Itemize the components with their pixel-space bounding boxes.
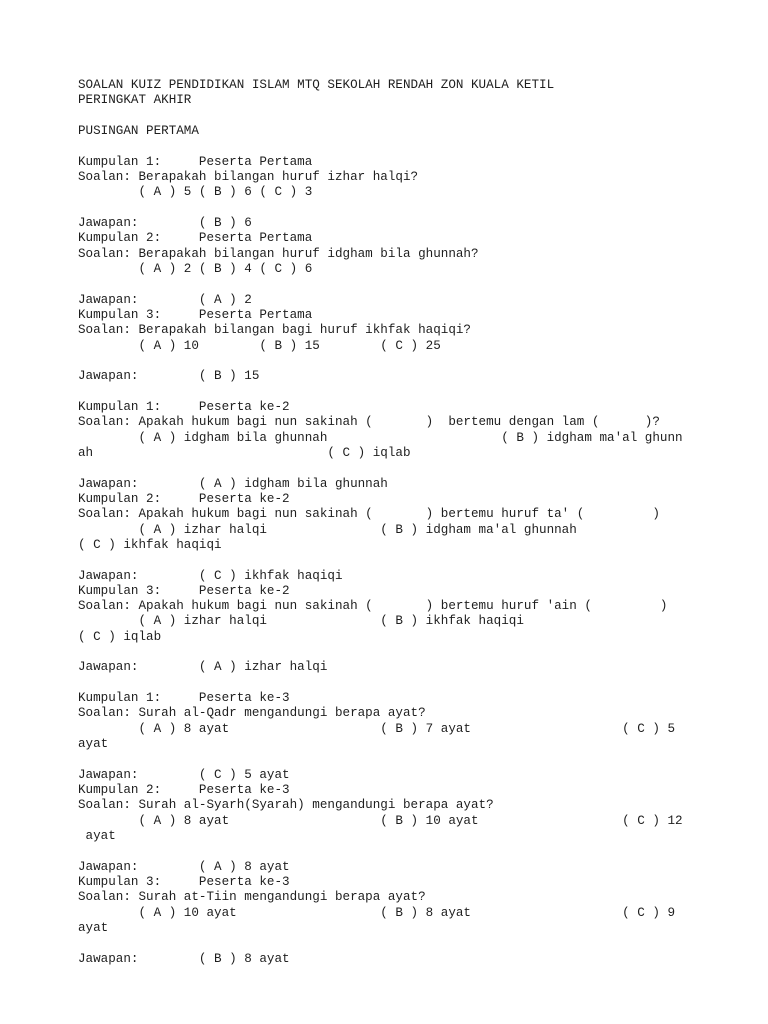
text-line: Kumpulan 2: Peserta ke-3 — [78, 783, 290, 798]
text-line: Kumpulan 3: Peserta ke-3 — [78, 875, 290, 890]
text-line: Jawapan: ( A ) idgham bila ghunnah — [78, 476, 388, 491]
blank-line — [78, 354, 728, 369]
text-line: Kumpulan 3: Peserta ke-2 — [78, 583, 290, 598]
text-line: Jawapan: ( C ) ikhfak haqiqi — [78, 568, 343, 583]
text-line: ( C ) iqlab — [78, 629, 162, 644]
text-line: PUSINGAN PERTAMA — [78, 123, 199, 138]
blank-line — [78, 936, 728, 951]
text-line: Jawapan: ( B ) 8 ayat — [78, 951, 290, 966]
blank-line — [78, 553, 728, 568]
text-line: Kumpulan 2: Peserta ke-2 — [78, 491, 290, 506]
text-line: ( A ) 10 ( B ) 15 ( C ) 25 — [78, 338, 441, 353]
text-line: Kumpulan 3: Peserta Pertama — [78, 307, 313, 322]
text-line: ( A ) 2 ( B ) 4 ( C ) 6 — [78, 261, 313, 276]
text-line: ( A ) izhar halqi ( B ) idgham ma'al ghunnah — [78, 522, 577, 537]
text-line: ah ( C ) iqlab — [78, 445, 411, 460]
text-line: ( C ) ikhfak haqiqi — [78, 537, 222, 552]
text-line: Soalan: Apakah hukum bagi nun sakinah ( ) bertemu huruf ta' ( ) — [78, 507, 660, 522]
blank-line — [78, 139, 728, 154]
text-line: ( A ) 8 ayat ( B ) 7 ayat ( C ) 5 — [78, 721, 676, 736]
blank-line — [78, 844, 728, 859]
blank-line — [78, 109, 728, 124]
text-line: Jawapan: ( B ) 6 — [78, 215, 252, 230]
blank-line — [78, 277, 728, 292]
text-line: ( A ) 8 ayat ( B ) 10 ayat ( C ) 12 — [78, 813, 683, 828]
blank-line — [78, 676, 728, 691]
blank-line — [78, 461, 728, 476]
text-line: ( A ) 10 ayat ( B ) 8 ayat ( C ) 9 — [78, 905, 676, 920]
text-line: ayat — [78, 921, 109, 936]
blank-line — [78, 385, 728, 400]
text-line: Soalan: Berapakah bilangan bagi huruf ikhfak haqiqi? — [78, 323, 471, 338]
document-body — [78, 78, 728, 967]
text-line: ( A ) idgham bila ghunnah ( B ) idgham ma'al ghunn — [78, 430, 683, 445]
text-line: ( A ) 5 ( B ) 6 ( C ) 3 — [78, 185, 313, 200]
text-line: Soalan: Berapakah bilangan huruf idgham bila ghunnah? — [78, 246, 479, 261]
text-line: Jawapan: ( C ) 5 ayat — [78, 767, 290, 782]
text-line: PERINGKAT AKHIR — [78, 93, 192, 108]
text-line: Kumpulan 1: Peserta ke-2 — [78, 399, 290, 414]
blank-line — [78, 645, 728, 660]
text-line: Soalan: Surah al-Qadr mengandungi berapa ayat? — [78, 706, 426, 721]
text-line: Kumpulan 2: Peserta Pertama — [78, 231, 313, 246]
text-line: Soalan: Apakah hukum bagi nun sakinah ( ) bertemu dengan lam ( )? — [78, 415, 660, 430]
text-line: Soalan: Surah al-Syarh(Syarah) mengandungi berapa ayat? — [78, 798, 494, 813]
text-line: ( A ) izhar halqi ( B ) ikhfak haqiqi — [78, 614, 524, 629]
blank-line — [78, 201, 728, 216]
text-line: ayat — [78, 737, 109, 752]
text-line: Jawapan: ( A ) izhar halqi — [78, 660, 328, 675]
text-line: Jawapan: ( A ) 8 ayat — [78, 859, 290, 874]
text-line: Jawapan: ( B ) 15 — [78, 369, 260, 384]
text-line: Soalan: Berapakah bilangan huruf izhar halqi? — [78, 169, 419, 184]
text-line: SOALAN KUIZ PENDIDIKAN ISLAM MTQ SEKOLAH RENDAH ZON KUALA KETIL — [78, 78, 555, 92]
text-line: Soalan: Surah at-Tiin mengandungi berapa ayat? — [78, 890, 426, 905]
text-line: Jawapan: ( A ) 2 — [78, 292, 252, 307]
text-line: Kumpulan 1: Peserta Pertama — [78, 154, 313, 169]
blank-line — [78, 752, 728, 767]
text-line: Soalan: Apakah hukum bagi nun sakinah ( ) bertemu huruf 'ain ( ) — [78, 599, 668, 614]
text-line: ayat — [78, 829, 116, 844]
text-line: Kumpulan 1: Peserta ke-3 — [78, 691, 290, 706]
